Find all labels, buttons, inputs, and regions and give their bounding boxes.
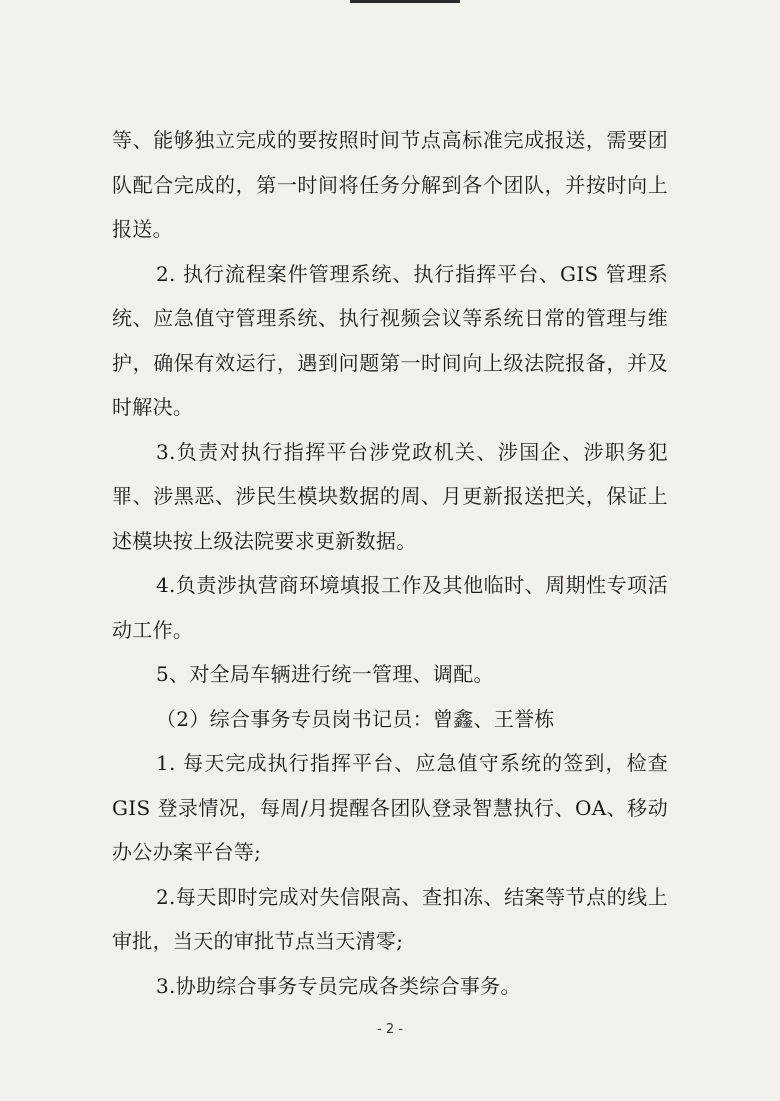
paragraph-3: 3.负责对执行指挥平台涉党政机关、涉国企、涉职务犯罪、涉黑恶、涉民生模块数据的周、月更新报送把关，保证上述模块按上级法院要求更新数据。 xyxy=(112,439,668,553)
paragraph-4: 4.负责涉执营商环境填报工作及其他临时、周期性专项活动工作。 xyxy=(112,573,668,642)
document-body xyxy=(112,118,668,1008)
paragraph-6: 1. 每天完成执行指挥平台、应急值守系统的签到，检查GIS 登录情况，每周/月提醒各团队登录智慧执行、OA、移动办公办案平台等; xyxy=(112,751,668,864)
paragraph-1: 等、能够独立完成的要按照时间节点高标准完成报送，需要团队配合完成的，第一时间将任务分解到各个团队，并按时向上报送。 xyxy=(112,128,668,241)
scan-edge-mark xyxy=(350,0,460,3)
paragraph-7: 2.每天即时完成对失信限高、查扣冻、结案等节点的线上审批，当天的审批节点当天清零; xyxy=(112,884,668,953)
page-number: - 2 - xyxy=(377,1022,403,1037)
paragraph-5: 5、对全局车辆进行统一管理、调配。 xyxy=(156,662,494,686)
paragraph-8: 3.协助综合事务专员完成各类综合事务。 xyxy=(156,973,521,998)
section-heading: （2）综合事务专员岗书记员：曾鑫、王誉栋 xyxy=(156,706,555,731)
paragraph-2: 2. 执行流程案件管理系统、执行指挥平台、GIS 管理系统、应急值守管理系统、执行视频会议等系统日常的管理与维护，确保有效运行，遇到问题第一时间向上级法院报备，并及时解决。 xyxy=(112,261,668,419)
